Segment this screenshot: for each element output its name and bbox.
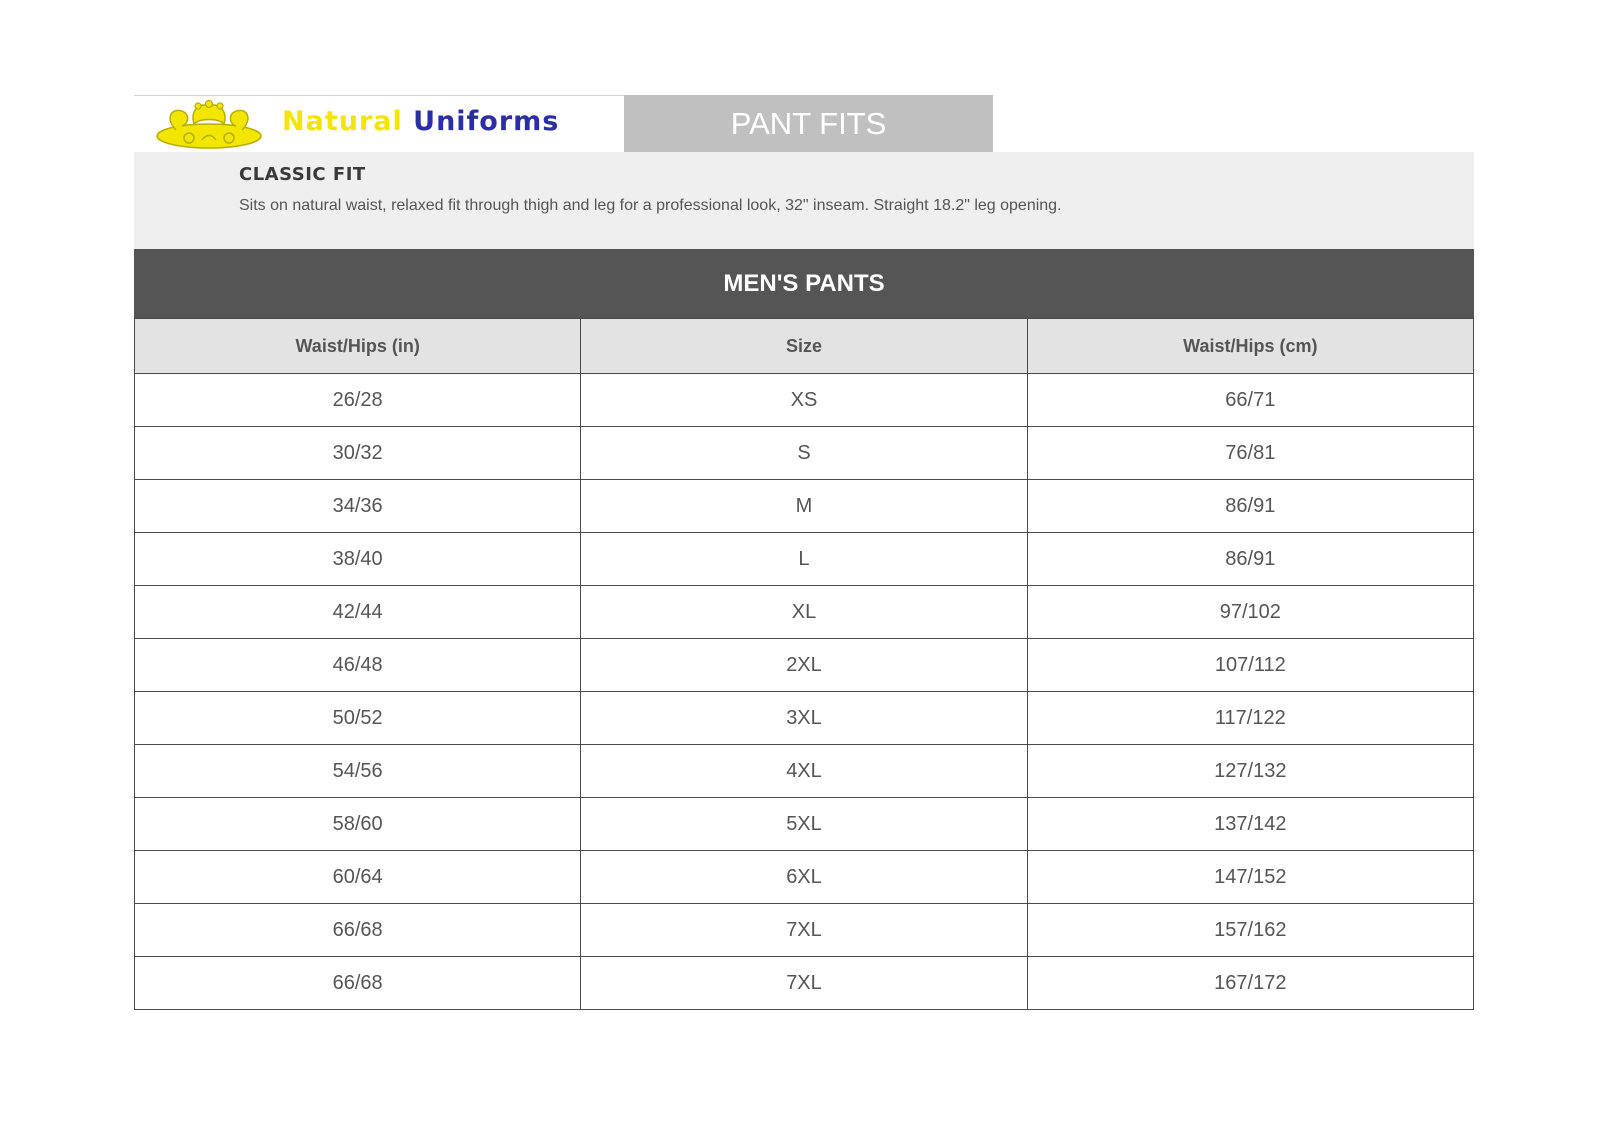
cell-waist-cm: 157/162 <box>1027 904 1473 957</box>
cell-waist-in: 66/68 <box>135 904 581 957</box>
table-title: MEN'S PANTS <box>134 249 1474 318</box>
cell-size: M <box>581 480 1027 533</box>
fit-description: Sits on natural waist, relaxed fit through thigh and leg for a professional look, 32" inseam. Straight 18.2" leg opening. <box>239 197 1062 214</box>
table-row <box>135 639 1474 692</box>
chart-header <box>134 95 1474 152</box>
cell-waist-in: 54/56 <box>135 745 581 798</box>
cell-size: XL <box>581 586 1027 639</box>
column-header-size: Size <box>581 319 1027 374</box>
cell-size: XS <box>581 374 1027 427</box>
cell-waist-in: 38/40 <box>135 533 581 586</box>
cell-waist-in: 34/36 <box>135 480 581 533</box>
cell-waist-cm: 66/71 <box>1027 374 1473 427</box>
cell-waist-cm: 147/152 <box>1027 851 1473 904</box>
cell-size: 3XL <box>581 692 1027 745</box>
cell-waist-in: 60/64 <box>135 851 581 904</box>
table-row <box>135 745 1474 798</box>
table-row <box>135 427 1474 480</box>
brand-name-part2: Uniforms <box>413 106 560 137</box>
brand-name-part1: Natural <box>282 106 403 137</box>
cell-waist-cm: 86/91 <box>1027 533 1473 586</box>
cell-waist-in: 66/68 <box>135 957 581 1010</box>
cell-size: 2XL <box>581 639 1027 692</box>
fit-description-panel <box>134 152 1474 249</box>
table-row <box>135 533 1474 586</box>
column-header-waist-in: Waist/Hips (in) <box>135 319 581 374</box>
cell-waist-in: 42/44 <box>135 586 581 639</box>
cell-waist-cm: 97/102 <box>1027 586 1473 639</box>
cell-size: 7XL <box>581 904 1027 957</box>
cell-waist-in: 50/52 <box>135 692 581 745</box>
table-row <box>135 904 1474 957</box>
cell-size: 5XL <box>581 798 1027 851</box>
cell-size: 7XL <box>581 957 1027 1010</box>
size-chart-sheet <box>134 95 1474 1010</box>
cell-size: L <box>581 533 1027 586</box>
cell-waist-cm: 137/142 <box>1027 798 1473 851</box>
table-row <box>135 374 1474 427</box>
table-row <box>135 480 1474 533</box>
cell-waist-in: 46/48 <box>135 639 581 692</box>
cell-size: 6XL <box>581 851 1027 904</box>
cell-waist-in: 26/28 <box>135 374 581 427</box>
cell-size: 4XL <box>581 745 1027 798</box>
flower-logo-icon <box>154 100 264 150</box>
table-row <box>135 957 1474 1010</box>
cell-waist-cm: 76/81 <box>1027 427 1473 480</box>
brand-name <box>282 106 559 137</box>
table-header-row <box>135 319 1474 374</box>
column-header-waist-cm: Waist/Hips (cm) <box>1027 319 1473 374</box>
cell-waist-cm: 117/122 <box>1027 692 1473 745</box>
page-title: PANT FITS <box>624 95 993 152</box>
cell-size: S <box>581 427 1027 480</box>
cell-waist-cm: 107/112 <box>1027 639 1473 692</box>
cell-waist-in: 30/32 <box>135 427 581 480</box>
cell-waist-cm: 127/132 <box>1027 745 1473 798</box>
table-row <box>135 586 1474 639</box>
cell-waist-cm: 167/172 <box>1027 957 1473 1010</box>
brand-logo <box>134 95 624 152</box>
table-row <box>135 798 1474 851</box>
fit-name: CLASSIC FIT <box>239 164 366 185</box>
cell-waist-cm: 86/91 <box>1027 480 1473 533</box>
cell-waist-in: 58/60 <box>135 798 581 851</box>
table-row <box>135 692 1474 745</box>
size-table <box>134 318 1474 1010</box>
table-row <box>135 851 1474 904</box>
